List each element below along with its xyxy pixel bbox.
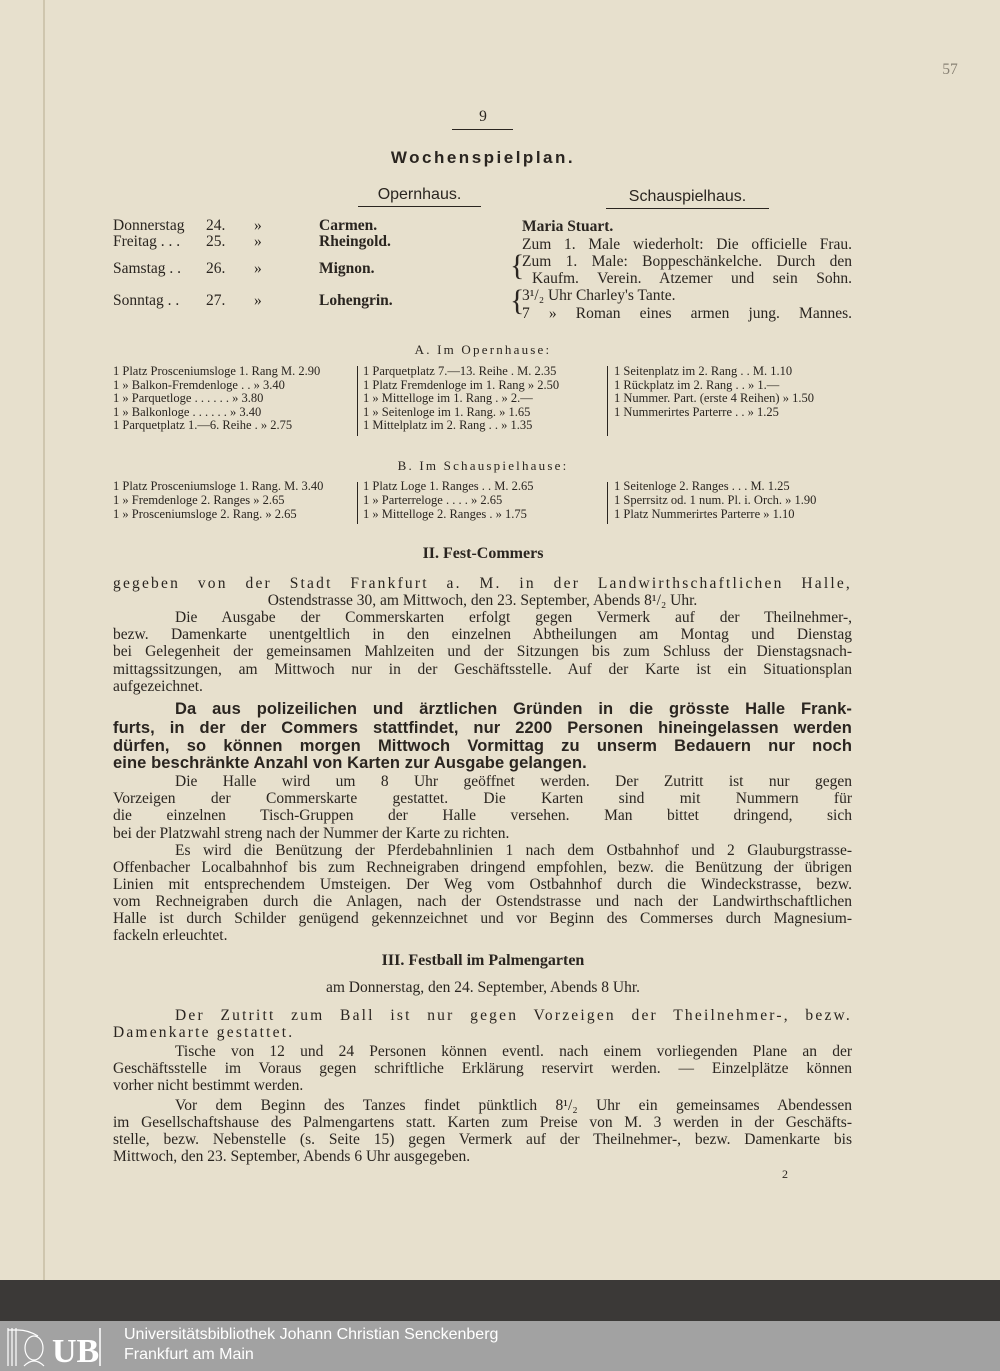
signature-mark: 2 xyxy=(782,1167,788,1181)
day-date: 25. xyxy=(206,233,226,250)
page-number: 9 xyxy=(479,108,487,125)
notice-line: Da aus polizeilichen und ärztlichen Gründen in die grösste Halle Frank- xyxy=(175,700,852,718)
body-line: stelle, bezw. Nebenstelle (s. Seite 15) gegen Vermerk auf der Theilnehmer-, bezw. Damenkarte bis xyxy=(113,1131,852,1148)
price-row: 1 » Balkonloge . . . . . . » 3.40 xyxy=(113,404,262,419)
ditto-mark: » xyxy=(254,292,262,309)
body-line: bezw. Damenkarte unentgeltlich in den einzelnen Abtheilungen am Montag und Dienstag xyxy=(113,626,852,643)
theater-header: Schauspielhaus. xyxy=(628,188,747,205)
body-line: Der Zutritt zum Ball ist nur gegen Vorzeigen der Theilnehmer-, bezw. xyxy=(175,1007,852,1024)
library-location: Frankfurt am Main xyxy=(124,1346,254,1363)
day-name: Donnerstag xyxy=(113,217,185,234)
day-date: 27. xyxy=(206,292,226,309)
opera-title: Lohengrin. xyxy=(319,292,393,309)
body-line: Vor dem Beginn des Tanzes findet pünktlich 8¹/₂ Uhr ein gemeinsames Abendessen xyxy=(175,1097,852,1114)
library-name: Universitätsbibliothek Johann Christian Senckenberg xyxy=(124,1326,499,1343)
body-line: Offenbacher Localbahnhof bis zum Rechneigraben dringend empfohlen, bezw. die Benützung der übrigen xyxy=(113,859,852,876)
body-line: mittagssitzungen, am Mittwoch nur in der Geschäftsstelle. Auf der Karte ist ein Situationsplan xyxy=(113,661,852,678)
theater-play: Zum 1. Male wiederholt: Die officielle Frau. xyxy=(522,236,852,253)
body-line: vorher nicht bestimmt werden. xyxy=(113,1077,304,1094)
opera-title: Carmen. xyxy=(319,217,378,234)
ditto-mark: » xyxy=(254,233,262,250)
price-row: 1 Seitenloge 2. Ranges . . . M. 1.25 xyxy=(614,479,790,493)
section-heading: III. Festball im Palmengarten xyxy=(381,952,585,969)
body-line: im Gesellschaftshause des Palmengartens statt. Karten zum Preise von M. 3 werden in der Geschäfts- xyxy=(113,1114,852,1131)
brace-mark: { xyxy=(510,284,525,317)
body-line: Die Ausgabe der Commerskarten erfolgt gegen Vermerk auf der Theilnehmer-, xyxy=(175,609,852,626)
ditto-mark: » xyxy=(254,217,262,234)
page-title: Wochenspielplan. xyxy=(390,148,576,167)
price-row: 1 » Prosceniumsloge 2. Rang. » 2.65 xyxy=(113,507,297,521)
body-line: Geschäftsstelle im Voraus gegen schriftliche Erklärung reservirt werden. — Einzelplätze können xyxy=(113,1060,852,1077)
theater-play: 3¹/₂ Uhr Charley's Tante. xyxy=(522,287,676,304)
brace-mark: { xyxy=(510,249,525,282)
body-line: Vorzeigen der Commerskarte gestattet. Die Karten sind mit Nummern für xyxy=(113,790,852,807)
body-line: Die Halle wird um 8 Uhr geöffnet werden. Der Zutritt ist nur gegen xyxy=(175,773,852,790)
day-name: Sonntag . . xyxy=(113,292,180,309)
section-subheading: am Donnerstag, den 24. September, Abends 8 Uhr. xyxy=(325,979,641,996)
theater-header-rule xyxy=(606,208,769,209)
body-line: Damenkarte gestattet. xyxy=(113,1024,295,1041)
column-divider xyxy=(357,366,358,436)
notice-line: eine beschränkte Anzahl von Karten zur Ausgabe gelangen. xyxy=(113,754,587,772)
prices-opera-heading: A. Im Opernhause: xyxy=(414,342,552,357)
price-row: 1 » Fremdenloge 2. Ranges » 2.65 xyxy=(113,493,285,507)
price-row: 1 » Mittelloge im 1. Rang . » 2.— xyxy=(363,391,533,405)
theater-play: Maria Stuart. xyxy=(522,218,614,235)
price-row: 1 Platz Fremdenloge im 1. Rang » 2.50 xyxy=(363,377,560,392)
section-heading: II. Fest-Commers xyxy=(422,545,544,562)
price-row: 1 Platz Loge 1. Ranges . . M. 2.65 xyxy=(363,479,534,493)
library-footer-banner xyxy=(0,1321,1000,1371)
column-divider xyxy=(357,482,358,524)
price-row: 1 » Parquetloge . . . . . . » 3.80 xyxy=(113,391,264,405)
body-line: bei Gelegenheit der gemeinsamen Mahlzeiten und der Sitzungen bis zum Schluss der Dienstagsnach- xyxy=(113,643,852,660)
theater-play: Zum 1. Male: Boppeschänkelche. Durch den xyxy=(522,253,852,270)
price-row: 1 » Mittelloge 2. Ranges . » 1.75 xyxy=(363,507,527,521)
opera-header-rule xyxy=(358,206,481,207)
page-number-rule xyxy=(452,129,513,130)
price-row: 1 » Balkon-Fremdenloge . . » 3.40 xyxy=(113,377,285,392)
price-row: 1 Seitenplatz im 2. Rang . . M. 1.10 xyxy=(614,364,793,378)
body-line: bei der Platzwahl streng nach der Nummer der Karte zu richten. xyxy=(113,825,510,842)
ub-logo-icon xyxy=(4,1324,104,1368)
price-row: 1 Parquetplatz 7.—13. Reihe . M. 2.35 xyxy=(363,364,557,378)
day-date: 24. xyxy=(206,217,226,234)
body-line: fackeln erleuchtet. xyxy=(113,927,228,944)
price-row: 1 Nummer. Part. (erste 4 Reihen) » 1.50 xyxy=(614,391,814,405)
svg-text:UB: UB xyxy=(52,1333,100,1368)
opera-header: Opernhaus. xyxy=(377,186,462,203)
day-date: 26. xyxy=(206,260,226,277)
price-row: 1 Parquetplatz 1.—6. Reihe . » 2.75 xyxy=(113,418,293,432)
opera-title: Mignon. xyxy=(319,260,375,277)
price-row: 1 Platz Prosceniumsloge 1. Rang M. 2.90 xyxy=(113,364,321,378)
day-name: Samstag . . xyxy=(113,260,182,277)
price-row: 1 » Parterreloge . . . . » 2.65 xyxy=(363,493,503,507)
day-name: Freitag . . . xyxy=(113,233,181,250)
body-line: Tische von 12 und 24 Personen können eventl. nach einem vorliegenden Plane an der xyxy=(175,1043,852,1060)
theater-play: Kaufm. Verein. Atzemer und sein Sohn. xyxy=(532,270,852,287)
body-line: Halle ist durch Schilder genügend gekennzeichnet und vor Beginn des Commerses durch Magnesium- xyxy=(113,910,852,927)
prices-theater-heading: B. Im Schauspielhause: xyxy=(397,458,569,473)
body-line: die einzelnen Tisch-Gruppen der Halle versehen. Man bittet dringend, sich xyxy=(113,807,852,824)
body-line: Ostendstrasse 30, am Mittwoch, den 23. September, Abends 8¹/₂ Uhr. xyxy=(267,592,698,609)
body-line: Es wird die Benützung der Pferdebahnlinien 1 nach dem Ostbahnhof und 2 Glauburgstrasse- xyxy=(175,842,852,859)
page-fold xyxy=(43,0,45,1280)
ditto-mark: » xyxy=(254,260,262,277)
theater-play: 7 » Roman eines armen jung. Mannes. xyxy=(522,305,852,322)
price-row: 1 Mittelplatz im 2. Rang . . » 1.35 xyxy=(363,418,533,432)
body-line: vom Rechneigraben durch die Anlagen, nach der Ostendstrasse und nach der Landwirthschaftlichen xyxy=(113,893,852,910)
price-row: 1 Rückplatz im 2. Rang . . » 1.— xyxy=(614,377,780,392)
body-line: gegeben von der Stadt Frankfurt a. M. in der Landwirthschaftlichen Halle, xyxy=(113,575,852,592)
opera-title: Rheingold. xyxy=(319,233,391,250)
price-row: 1 Platz Prosceniumsloge 1. Rang. M. 3.40 xyxy=(113,479,324,493)
price-row: 1 Platz Nummerirtes Parterre » 1.10 xyxy=(614,507,795,521)
price-row: 1 Nummerirtes Parterre . . » 1.25 xyxy=(614,404,779,419)
notice-line: dürfen, so können morgen Mittwoch Vormittag zu unserm Bedauern nur noch xyxy=(113,737,852,755)
price-row: 1 » Seitenloge im 1. Rang. » 1.65 xyxy=(363,404,531,419)
notice-line: furts, in der der Commers stattfindet, nur 2200 Personen hineingelassen werden xyxy=(113,719,852,737)
price-row: 1 Sperrsitz od. 1 num. Pl. i. Orch. » 1.90 xyxy=(614,493,817,507)
body-line: Mittwoch, den 23. September, Abends 6 Uhr ausgegeben. xyxy=(113,1148,471,1165)
body-line: aufgezeichnet. xyxy=(113,678,203,695)
column-divider xyxy=(607,366,608,436)
pencil-mark: 57 xyxy=(942,61,958,78)
body-line: Linien mit entsprechendem Umsteigen. Der Weg vom Ostbahnhof durch die Windeckstrasse, bezw. xyxy=(113,876,852,893)
column-divider xyxy=(607,482,608,524)
